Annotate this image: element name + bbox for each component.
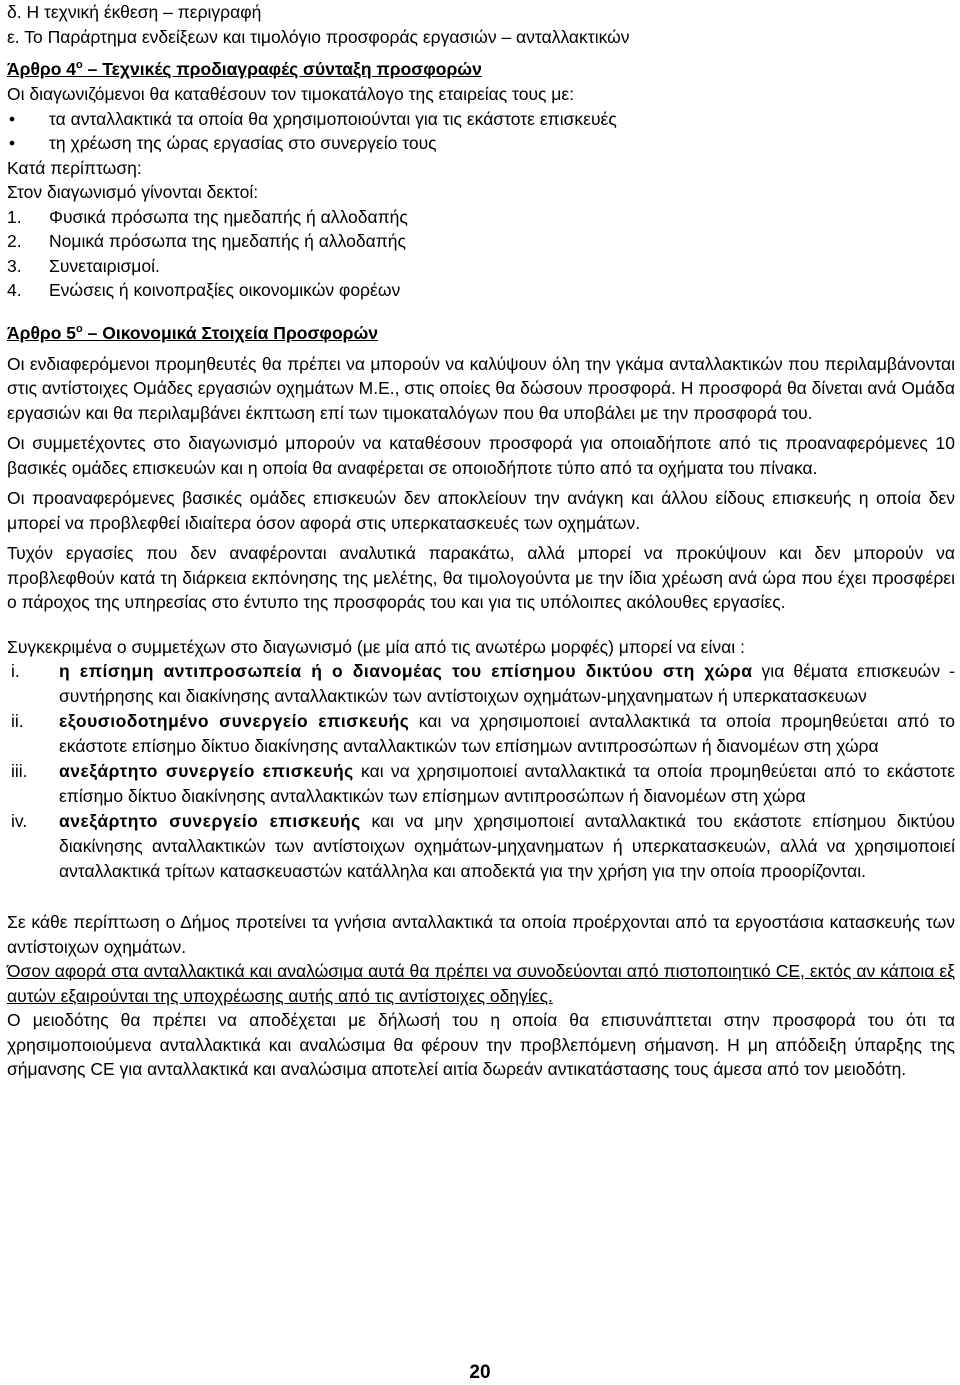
accepted-line: Στον διαγωνισμό γίνονται δεκτοί:: [7, 182, 259, 202]
article-5-heading-ordinal: ο: [76, 322, 83, 335]
item-d-line: δ. Η τεχνική έκθεση – περιγραφή: [7, 2, 262, 22]
numbered-item-number: 1.: [7, 206, 22, 227]
article-4-heading-ordinal: ο: [76, 59, 83, 72]
numbered-item-number: 2.: [7, 231, 22, 251]
bullet-item: [7, 131, 955, 156]
document-page: [7, 0, 955, 1082]
numbered-item-text: Ενώσεις ή κοινοπραξίες οικονομικών φορέων: [49, 280, 401, 300]
roman-list-number: i.: [11, 661, 20, 681]
bullet-text: τα ανταλλακτικά τα οποία θα χρησιμοποιούνται για τις εκάστοτε επισκευές: [49, 108, 617, 129]
roman-list-rest: και να χρησιμοποιεί ανταλλακτικά τα οποία προμηθεύεται από το εκάστοτε επίσημο δίκτυο διακίνησης ανταλλακτικών των επίσημων αντιπροσώπων ή διανομέων στη χώρα: [59, 711, 955, 756]
roman-list-rest: για θέματα επισκευών - συντήρησης και διακίνησης ανταλλακτικών των αντίστοιχων οχημάτων-μηχανηματων ή υπερκατασκευων: [59, 661, 955, 706]
roman-list-item: [7, 709, 955, 759]
roman-list-bold-term: εξουσιοδοτημένο συνεργείο επισκευής: [59, 711, 410, 731]
roman-list-number: iv.: [11, 811, 28, 831]
article-5-heading-number: Άρθρο 5: [7, 322, 77, 343]
roman-list-number: ii.: [11, 711, 24, 731]
case-line: Κατά περίπτωση:: [7, 157, 142, 178]
article-5-heading: [7, 321, 955, 346]
roman-list-bold-term: η επίσημη αντιπροσωπεία ή ο διανομέας του επίσημου δικτύου στη χώρα: [59, 661, 753, 681]
article-4-heading: [7, 57, 955, 82]
numbered-item: [7, 205, 955, 230]
article-5-heading-title: – Οικονομικά Στοιχεία Προσφορών: [82, 322, 378, 343]
article-5-paragraph-1: Οι ενδιαφερόμενοι προμηθευτές θα πρέπει να μπορούν να καλύψουν όλη την γκάμα ανταλλακτικών που περιλαμβάνονται στις αντίστοιχες Ομάδες εργασιών οχημάτων Μ.Ε., στις οποίες θα δώσουν προσφορά. Η προσφορά θα δίνεται ανά Ομάδα εργασιών και θα περιλαμβάνει έκπτωση επί των τιμοκαταλόγων που θα υποβάλει με την προσφορά του.: [7, 353, 955, 423]
item-e-line: ε. Το Παράρτημα ενδείξεων και τιμολόγιο προσφοράς εργασιών – ανταλλακτικών: [7, 26, 630, 47]
article-4-heading-title: – Τεχνικές προδιαγραφές σύνταξη προσφορών: [82, 59, 482, 79]
roman-list-rest: και να χρησιμοποιεί ανταλλακτικά τα οποία προμηθεύεται από το εκάστοτε επίσημο δίκτυο διακίνησης ανταλλακτικών των επίσημων αντιπροσώπων ή διανομέων στη χώρα: [59, 761, 955, 806]
article-5-paragraph-3: Οι προαναφερόμενες βασικές ομάδες επισκευών δεν αποκλείουν την ανάγκη και άλλου είδους επισκευής η οποία δεν μπορεί να προβλεφθεί ιδιαίτερα όσον αφορά στις υπερκατασκευές των οχημάτων.: [7, 488, 955, 533]
bullet-item: [7, 107, 955, 132]
roman-list-item: [7, 809, 955, 884]
article-5-paragraph-6: Σε κάθε περίπτωση ο Δήμος προτείνει τα γνήσια ανταλλακτικά τα οποία προέρχονται από τα εργοστάσια κατασκευής των αντίστοιχων οχημάτων.: [7, 912, 955, 957]
numbered-item-text: Νομικά πρόσωπα της ημεδαπής ή αλλοδαπής: [49, 231, 406, 251]
roman-list-rest: και να μην χρησιμοποιεί ανταλλακτικά του εκάστοτε επίσημου δικτύου διακίνησης ανταλλακτικών των αντίστοιχων οχημάτων-μηχανηματων ή υπερκατασκευών, αλλά να χρησιμοποιεί ανταλλακτικά τρίτων κατασκευαστών κατάλληλα και αποδεκτά για την χρήση για την οποία προορίζονται.: [59, 811, 955, 881]
roman-list-item: [7, 659, 955, 709]
article-5-paragraph-4: Τυχόν εργασίες που δεν αναφέρονται αναλυτικά παρακάτω, αλλά μπορεί να προκύψουν και δεν μπορούν να προβλεφθούν κατά τη διάρκεια εκπόνησης της μελέτης, θα τιμολογούντα με την ίδια χρέωση ανά ώρα που έχει προσφέρει ο πάροχος της υπηρεσίας στο έντυπο της προσφοράς του και για τις υπόλοιπες ακόλουθες εργασίες.: [7, 543, 955, 612]
roman-list-item: [7, 759, 955, 809]
roman-list-text: [59, 809, 955, 884]
article-5-paragraph-5: Συγκεκριμένα ο συμμετέχων στο διαγωνισμό (με μία από τις ανωτέρω μορφές) μπορεί να είναι :: [7, 636, 745, 657]
roman-list-bold-term: ανεξάρτητο συνεργείο επισκευής: [59, 811, 361, 831]
bullet-icon: •: [9, 133, 16, 153]
article-5-paragraph-8: Ο μειοδότης θα πρέπει να αποδέχεται με δήλωσή του η οποία θα επισυνάπτεται στην προσφορά του ότι τα χρησιμοποιούμενα ανταλλακτικά και αναλώσιμα θα φέρουν την προβλεπόμενη σήμανση. Η μη απόδειξη ύπαρξης της σήμανσης CE για ανταλλακτικά και αναλώσιμα αποτελεί αιτία δωρεάν αντικατάστασης τους άμεσα από τον μειοδότη.: [7, 1010, 955, 1079]
numbered-item-text: Φυσικά πρόσωπα της ημεδαπής ή αλλοδαπής: [49, 206, 408, 227]
numbered-item: [7, 229, 955, 254]
bullet-text: τη χρέωση της ώρας εργασίας στο συνεργείο τους: [49, 133, 437, 153]
numbered-item: [7, 254, 955, 279]
roman-list-text: [59, 709, 955, 759]
numbered-item: [7, 278, 955, 303]
ce-certificate-paragraph: Όσον αφορά στα ανταλλακτικά και αναλώσιμα αυτά θα πρέπει να συνοδεύονται από πιστοποιητικό CE, εκτός αν κάποια εξ αυτών εξαιρούνται της υποχρέωσης αυτής από τις αντίστοιχες οδηγίες.: [7, 961, 955, 1006]
article-4-intro: Οι διαγωνιζόμενοι θα καταθέσουν τον τιμοκατάλογο της εταιρείας τους με:: [7, 84, 575, 104]
page-number: 20: [469, 1362, 491, 1383]
article-5-paragraph-2: Οι συμμετέχοντες στο διαγωνισμό μπορούν να καταθέσουν προσφορά για οποιαδήποτε από τις προαναφερόμενες 10 βασικές ομάδες επισκευών και η οποία θα αναφέρεται σε οποιοδήποτε τύπο από τα οχήματα του πίνακα.: [7, 433, 955, 478]
roman-list-text: [59, 759, 955, 809]
numbered-item-number: 4.: [7, 280, 22, 300]
roman-list-number: iii.: [11, 761, 28, 781]
bullet-icon: •: [9, 108, 16, 129]
roman-list-bold-term: ανεξάρτητο συνεργείο επισκευής: [59, 761, 354, 781]
roman-list-text: [59, 659, 955, 709]
numbered-item-text: Συνεταιρισμοί.: [49, 255, 160, 276]
numbered-item-number: 3.: [7, 255, 22, 276]
article-4-heading-number: Άρθρο 4: [7, 59, 77, 79]
